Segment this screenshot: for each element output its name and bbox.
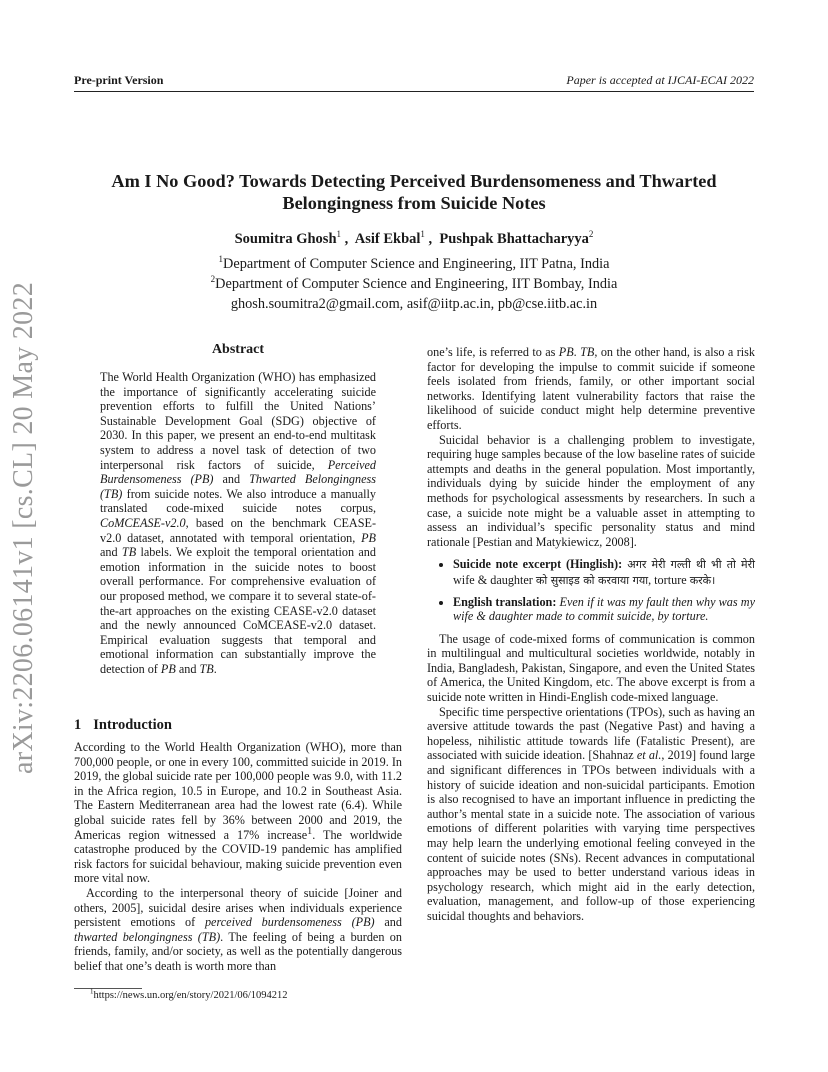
list-item-label: Suicide note excerpt (Hinglish):	[453, 557, 623, 572]
abstract-text: , based on the benchmark CEASE-v2.0 dataset, annotated with temporal orientation,	[100, 515, 376, 545]
paragraph	[74, 886, 402, 974]
body-term: thwarted belongingness (TB)	[74, 929, 221, 944]
body-text: . The worldwide catastrophe produced by the COVID-19 pandemic has amplified risk factors for suicidal behaviour, making suicide prevention even more vital now.	[74, 827, 402, 886]
author-affiliation-mark: 1	[420, 229, 425, 240]
abstract-text: The World Health Organization (WHO) has emphasized the importance of significantly accelerating suicide prevention efforts to fulfill the United Nations’ Sustainable Development Goal (SDG) objective of 2030. In this paper, we present an end-to-end multitask system to address a novel task of detection of two interpersonal risk factors of suicide,	[100, 370, 376, 472]
body-term: perceived burdensomeness (PB)	[204, 915, 375, 930]
abstract-heading: Abstract	[211, 342, 265, 357]
affiliations	[74, 254, 754, 314]
list-item-label: English translation:	[453, 594, 557, 609]
body-text: and	[374, 915, 402, 930]
paragraph	[427, 345, 755, 433]
paper-title	[74, 170, 754, 214]
affiliation-line	[74, 254, 754, 274]
list-item	[453, 557, 755, 588]
body-term: TB	[580, 345, 595, 359]
arxiv-identifier: arXiv:2206.06141v1 [cs.CL] 20 May 2022	[8, 281, 39, 775]
section-title: Introduction	[93, 717, 172, 733]
hinglish-text: को सुसाइड को करवाया गया	[535, 573, 649, 587]
translation-text: Even if it was my fault then why was my wife & daughter made to commit suicide, by torture.	[453, 594, 755, 624]
author-affiliation-mark: 1	[336, 229, 342, 240]
header-rule	[74, 91, 754, 92]
affiliation-line	[74, 274, 754, 294]
abstract-term: CoMCEASE-v2.0	[100, 515, 186, 530]
abstract-term: PB	[361, 530, 376, 545]
affiliation-text: Department of Computer Science and Engineering, IIT Bombay, India	[215, 276, 618, 292]
abstract-term: Thwarted Belongingness (TB)	[100, 472, 376, 501]
affiliation-number: 2	[210, 274, 216, 285]
footnote	[90, 987, 288, 1001]
footnote-ref: 1	[307, 825, 313, 837]
abstract-term: TB	[199, 661, 214, 676]
body-text: one’s life, is referred to as	[427, 345, 559, 359]
title-line-2: Belongingness from Suicide Notes	[282, 193, 546, 213]
body-term: et al.	[636, 748, 662, 763]
abstract-text: and	[213, 472, 250, 487]
abstract-body	[100, 370, 376, 676]
author-name: Pushpak Bhattacharyya	[439, 231, 589, 247]
abstract-text: .	[213, 661, 217, 676]
abstract-term: Perceived Burdensomeness (PB)	[100, 457, 376, 487]
author-name: Asif Ekbal	[354, 231, 421, 247]
author-list: Soumitra Ghosh$^1$ , Asif Ekbal$^1$ , Pushpak Bhattacharyya$^2$	[234, 229, 594, 247]
author-name: Soumitra Ghosh	[234, 231, 337, 247]
body-text: . The feeling of being a burden on friends, family, and/or society, as well as the potentially dangerous belief that one’s death is worth more than	[74, 929, 402, 973]
paragraph	[74, 740, 402, 886]
abstract-text: from suicide notes. We also introduce a manually translated code-mixed suicide notes corpus,	[100, 486, 376, 516]
section-number: 1	[74, 717, 82, 733]
list-item	[453, 595, 755, 624]
body-text: .	[573, 345, 581, 359]
example-list	[427, 557, 755, 623]
right-column-body	[427, 345, 755, 924]
affiliation-number: 1	[218, 254, 224, 265]
hinglish-text: , torture	[648, 572, 690, 587]
paragraph	[427, 705, 755, 924]
body-text: According to the World Health Organization (WHO), more than 700,000 people, or one in every 100, committed suicide in 2019. In 2019, the global suicide rate per 100,000 people was 9.0, with 11.2 in the Africa region, 10.5 in Europe, and 10.2 in Southeast Asia. The Eastern Mediterranean area had the lowest rate (6.4). While global suicide rates fell by 36% between 2000 and 2019, the Americas region witnessed a 17% increase	[74, 740, 402, 842]
abstract-text: and	[175, 661, 200, 676]
author-affiliation-mark: 2	[588, 229, 594, 240]
author-emails: ghosh.soumitra2@gmail.com, asif@iitp.ac.in, pb@cse.iitb.ac.in	[230, 296, 598, 312]
abstract-term: TB	[121, 545, 137, 560]
title-line-1: Am I No Good? Towards Detecting Perceived Burdensomeness and Thwarted	[111, 171, 717, 191]
abstract-text: labels. We exploit the temporal orientation and emotion information in the suicide notes to boost overall performance. For comprehensive evaluation of our proposed method, we compare it to several state-of-the-art approaches on the existing CEASE-v2.0 dataset and the newly announced CoMCEASE-v2.0 dataset. Empirical evaluation suggests that temporal and emotional information can substantially improve the detection of	[100, 545, 376, 676]
body-text: , 2019] found large and significant differences in TPOs between individuals with a history of suicide ideation and non-suicidal participants. Emotion is also recognised to have an important influence in predicting the author’s mental state in a suicide note. The association of various emotions of different polarities with varying time perspectives may help learn the underlying emotional feeling conveyed in the content of suicide notes (SNs). Recent advances in computational approaches may be used to better understand various ideas in psychology research, which might aid in the early detection, evaluation, management, and follow-up of those experiencing suicidal thoughts and behaviors.	[427, 748, 755, 923]
section-heading	[74, 717, 172, 734]
affiliation-text: Department of Computer Science and Engineering, IIT Patna, India	[223, 256, 610, 272]
paragraph: Suicidal behavior is a challenging problem to investigate, requiring huge samples because of the low baseline rates of suicide attempts and deaths in the general population. Most importantly, individuals dying by suicide hinder the employment of any methods for psychological assessments by researchers. In such a case, a suicide note might be a valuable asset in attempting to assess an individual’s specific personality status and mind rationale [Pestian and Matykiewicz, 2008].	[427, 432, 755, 549]
footnote-number: 1	[90, 987, 94, 996]
running-header-left: Pre-print Version	[74, 73, 164, 87]
running-header-right: Paper is accepted at IJCAI-ECAI 2022	[566, 73, 754, 87]
body-text: According to the interpersonal theory of suicide [Joiner and others, 2005], suicidal desire arises when individuals experience persistent emotions of	[74, 885, 402, 930]
abstract-term: PB	[160, 661, 176, 676]
introduction-body	[74, 740, 402, 974]
hinglish-text: करके।	[689, 573, 716, 587]
body-term: PB	[558, 345, 574, 359]
paragraph: The usage of code-mixed forms of communication is common in multilingual and multicultural societies worldwide, notably in India, Bangladesh, Pakistan, Singapore, and even the United States of America, the United Kingdom, etc. The above excerpt is from a suicide note written in Hindi-English code-mixed language.	[427, 631, 755, 705]
footnote-rule	[74, 988, 142, 989]
body-text: Specific time perspective orientations (TPOs), such as having an aversive attitude towards the past (Negative Past) and having a hopeless, nihilistic attitude towards life (Fatalistic Present), are associated with suicide ideation. [Shahnaz	[427, 704, 755, 763]
body-text: , on the other hand, is also a risk factor for developing the impulse to commit suicide if someone feels isolated from friends, family, or other important social networks. Identifying latent vulnerability factors that raise the likelihood of suicide conduct might help determine preventive efforts.	[427, 345, 755, 432]
hinglish-text: wife & daughter	[453, 572, 536, 587]
hinglish-text: अगर मेरी गल्ती थी भी तो मेरी	[622, 558, 755, 572]
abstract-text: and	[100, 545, 122, 560]
footnote-url: https://news.un.org/en/story/2021/06/1094212	[93, 990, 288, 1001]
